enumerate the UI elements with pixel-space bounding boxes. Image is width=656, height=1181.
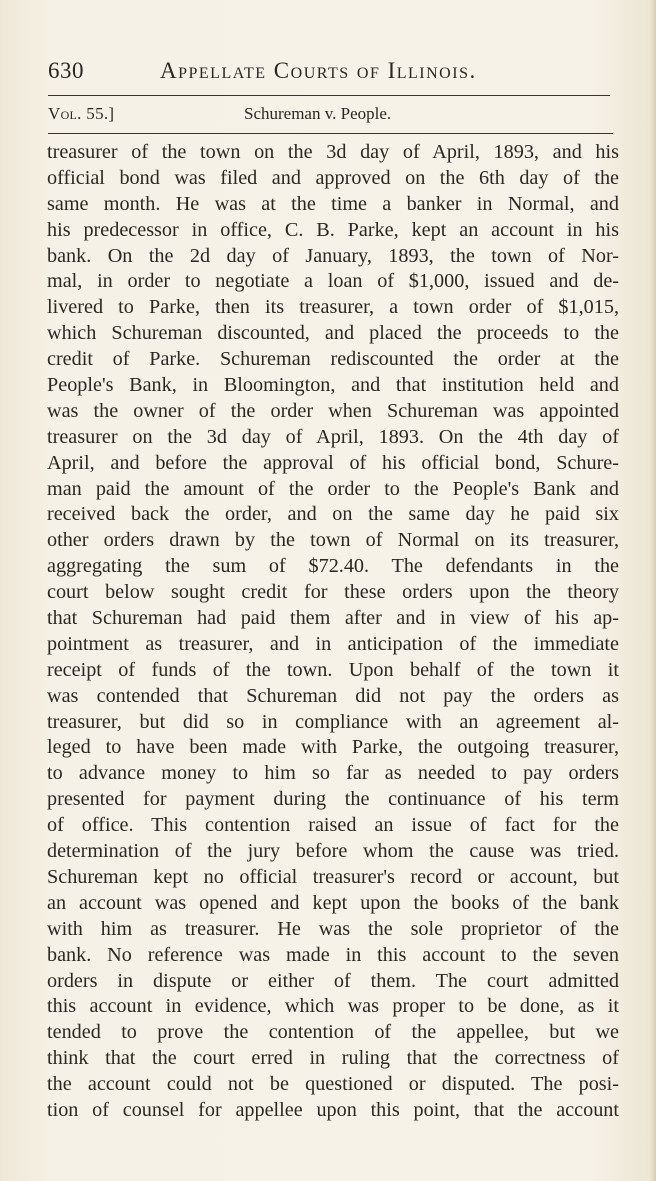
text-line: other orders drawn by the town of Normal on its treasurer, xyxy=(47,529,619,552)
text-line: leged to have been made with Parke, the outgoing treasurer, xyxy=(47,736,619,759)
text-line: treasurer of the town on the 3d day of April, 1893, and his xyxy=(47,141,619,163)
text-line: receipt of funds of the town. Upon behalf of the town it xyxy=(47,658,619,681)
text-line: treasurer on the 3d day of April, 1893. On the 4th day of xyxy=(47,425,619,448)
text-line: an account was opened and kept upon the books of the bank xyxy=(47,891,619,914)
text-line: bank. On the 2d day of January, 1893, the town of Nor- xyxy=(47,244,619,267)
text-line: aggregating the sum of $72.40. The defendants in the xyxy=(47,555,619,578)
text-line: mal, in order to negotiate a loan of $1,000, issued and de- xyxy=(47,270,619,293)
text-line: orders in dispute or either of them. The court admitted xyxy=(47,969,619,992)
text-line: same month. He was at the time a banker in Normal, and xyxy=(47,192,619,215)
text-line: tended to prove the contention of the appellee, but we xyxy=(47,1021,619,1044)
text-line: official bond was filed and approved on the 6th day of the xyxy=(47,166,619,189)
text-line: Schureman kept no official treasurer's record or account, but xyxy=(47,865,619,888)
text-line: treasurer, but did so in compliance with an agreement al- xyxy=(47,710,619,733)
case-name: Schureman v. People. xyxy=(244,104,392,123)
body-text xyxy=(47,140,619,1124)
text-line: his predecessor in office, C. B. Parke, kept an account in his xyxy=(47,218,619,241)
text-line: April, and before the approval of his official bond, Schure- xyxy=(47,451,619,474)
text-line: the account could not be questioned or disputed. The posi- xyxy=(47,1073,619,1096)
text-line: to advance money to him so far as needed to pay orders xyxy=(47,762,619,785)
text-line: received back the order, and on the same day he paid six xyxy=(47,503,619,526)
volume-label: Vol. 55.] xyxy=(48,104,115,123)
court-title: Appellate Courts of Illinois. xyxy=(160,58,477,83)
text-line: credit of Parke. Schureman rediscounted the order at the xyxy=(47,348,619,371)
case-header xyxy=(48,104,618,128)
text-line: was the owner of the order when Schureman was appointed xyxy=(47,399,619,422)
text-line: bank. No reference was made in this account to the seven xyxy=(47,943,619,966)
text-line: think that the court erred in ruling that the correctness of xyxy=(47,1047,619,1070)
text-line: was contended that Schureman did not pay the orders as xyxy=(47,684,619,707)
text-line: this account in evidence, which was proper to be done, as it xyxy=(47,995,619,1018)
text-line: determination of the jury before whom the cause was tried. xyxy=(47,840,619,863)
text-line: tion of counsel for appellee upon this point, that the account xyxy=(47,1098,619,1121)
header-rule-bottom xyxy=(48,133,613,134)
running-head xyxy=(48,58,618,94)
text-line: court below sought credit for these orders upon the theory xyxy=(47,581,619,604)
text-line: People's Bank, in Bloomington, and that institution held and xyxy=(47,374,619,397)
text-line: that Schureman had paid them after and in view of his ap- xyxy=(47,607,619,630)
page-edge-shadow xyxy=(650,0,656,1181)
text-line: with him as treasurer. He was the sole proprietor of the xyxy=(47,917,619,940)
text-line: man paid the amount of the order to the People's Bank and xyxy=(47,477,619,500)
text-line: pointment as treasurer, and in anticipation of the immediate xyxy=(47,632,619,655)
page-number: 630 xyxy=(48,58,84,83)
text-line: of office. This contention raised an issue of fact for the xyxy=(47,814,619,837)
text-line: livered to Parke, then its treasurer, a town order of $1,015, xyxy=(47,296,619,319)
text-line: presented for payment during the continuance of his term xyxy=(47,788,619,811)
header-rule-top xyxy=(48,95,610,96)
text-line: which Schureman discounted, and placed the proceeds to the xyxy=(47,322,619,345)
